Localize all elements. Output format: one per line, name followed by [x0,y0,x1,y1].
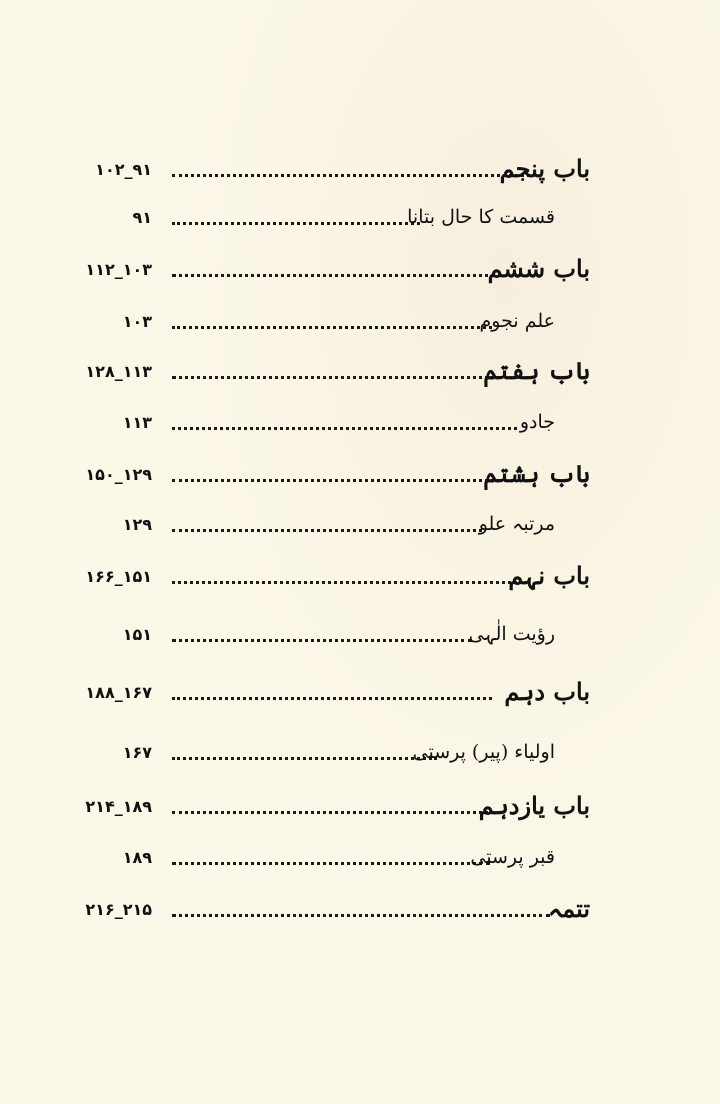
toc-entry-section [60,500,590,540]
section-title: رؤیت الٰہی [468,623,555,645]
page-range: ۲۱۵_۲۱۶ [85,900,152,919]
section-title: اولیاء (پیر) پرستی [412,741,555,763]
dot-leader [172,862,490,865]
dot-leader [172,174,530,177]
dot-leader [172,811,494,814]
chapter-title: تتمہ [548,894,590,923]
page-range: ۱۱۳_۱۲۸ [85,362,152,381]
dot-leader [172,757,437,760]
dot-leader [172,914,550,917]
page-number: ۱۶۷ [122,743,152,762]
toc-entry-chapter-5 [60,145,590,185]
page-range: ۱۲۹_۱۵۰ [85,465,152,484]
page-range: ۱۰۳_۱۱۲ [85,260,152,279]
section-title: مرتبہ علو [478,513,555,535]
toc-entry-chapter-9 [60,552,590,592]
page-number: ۱۰۳ [122,312,152,331]
toc-entry-chapter-11 [60,782,590,822]
chapter-title: باب پنجم [499,154,590,183]
toc-entry-section [60,833,590,873]
dot-leader [172,427,517,430]
toc-entry-section [60,728,590,768]
dot-leader [172,581,517,584]
toc-entry-section [60,398,590,438]
page-number: ۱۸۹ [122,848,152,867]
page-number: ۱۵۱ [122,625,152,644]
chapter-title: باب دہم [504,677,590,706]
toc-entry-section [60,297,590,337]
toc-entry-appendix [60,885,590,925]
dot-leader [172,697,492,700]
toc-entry-chapter-6 [60,245,590,285]
dot-leader [172,479,507,482]
dot-leader [172,529,482,532]
page-range: ۱۵۱_۱۶۶ [85,567,152,586]
toc-entry-chapter-10 [60,668,590,708]
dot-leader [172,376,502,379]
dot-leader [172,274,502,277]
page-number: ۱۱۳ [122,413,152,432]
toc-entry-section [60,610,590,650]
section-title: قسمت کا حال بتانا [407,206,555,228]
page-range: ۱۶۷_۱۸۸ [85,683,152,702]
toc-entry-chapter-7 [60,347,590,387]
chapter-title: باب ہشتم [483,459,590,488]
page-number: ۹۱ [132,208,152,227]
section-title: علم نجوم [479,310,555,332]
dot-leader [172,222,420,225]
chapter-title: باب ہفتم [483,356,590,385]
dot-leader [172,326,492,329]
section-title: قبر پرستی [470,846,555,868]
chapter-title: باب نہم [508,561,590,590]
page-range: ۱۸۹_۲۱۴ [85,797,152,816]
dot-leader [172,639,472,642]
page-range: ۹۱_۱۰۲ [95,160,152,179]
chapter-title: باب یازدہم [478,791,590,820]
page-number: ۱۲۹ [122,515,152,534]
toc-entry-section [60,193,590,233]
toc-entry-chapter-8 [60,450,590,490]
chapter-title: باب ششم [487,254,590,283]
section-title: جادو [519,411,555,433]
